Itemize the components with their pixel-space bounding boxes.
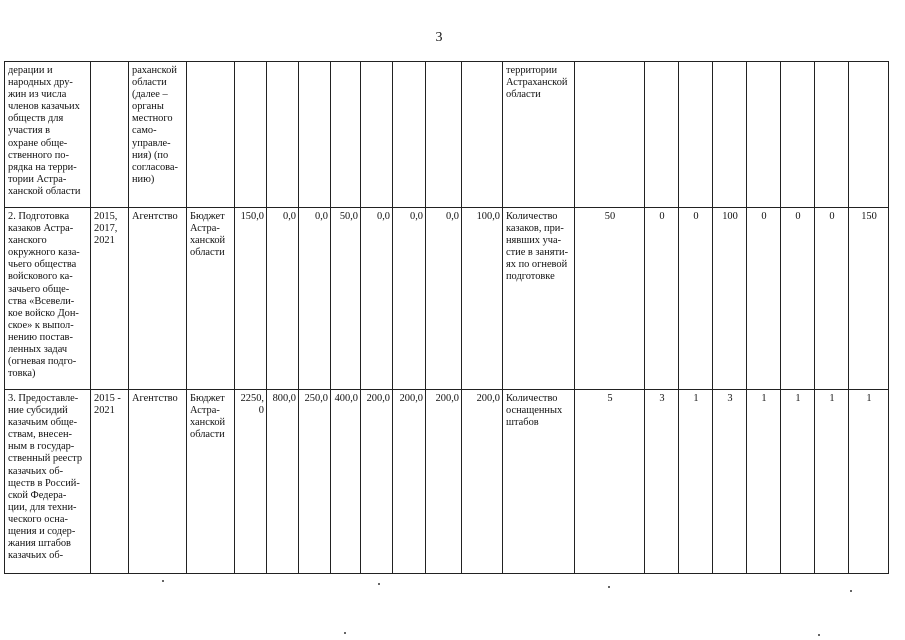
executor-cell — [129, 208, 187, 390]
amount-cell — [235, 62, 267, 208]
scan-speck — [162, 580, 164, 582]
indicator-value-cell — [815, 62, 849, 208]
amount-cell — [393, 62, 426, 208]
amount-cell — [331, 62, 361, 208]
amount-cell: 100,0 — [462, 208, 503, 390]
amount-cell: 0,0 — [393, 208, 426, 390]
amount-cell: 0,0 — [267, 208, 299, 390]
indicator: Количество оснащенных штабов — [506, 393, 563, 429]
indicator-value-cell — [679, 62, 713, 208]
activity-name-cell — [5, 390, 91, 574]
indicator-value-cell: 5 — [575, 390, 645, 574]
activity-name-cell — [5, 208, 91, 390]
indicator-value-cell — [575, 62, 645, 208]
indicator-value-cell — [781, 62, 815, 208]
indicator-value-cell: 0 — [679, 208, 713, 390]
amount-cell: 0,0 — [361, 208, 393, 390]
indicator-value-cell: 100 — [713, 208, 747, 390]
amount-cell — [426, 62, 462, 208]
indicator: территории Астраханской области — [506, 65, 568, 101]
funding-source: Бюджет Астра- ханской области — [190, 211, 226, 259]
scan-speck — [344, 632, 346, 634]
scan-speck — [818, 634, 820, 636]
executor-cell — [129, 390, 187, 574]
indicator-value-cell: 3 — [645, 390, 679, 574]
amount-cell: 200,0 — [393, 390, 426, 574]
amount-cell: 800,0 — [267, 390, 299, 574]
indicator-value-cell — [849, 62, 889, 208]
executor: Агентство — [132, 211, 178, 222]
indicator: Количество казаков, при- нявших уча- стие в заняти- ях по огневой подготовке — [506, 211, 569, 283]
indicator-value-cell: 1 — [679, 390, 713, 574]
indicator-value-cell — [747, 62, 781, 208]
indicator-value-cell: 1 — [781, 390, 815, 574]
years: 2015 - 2021 — [94, 393, 121, 417]
indicator-value-cell: 1 — [815, 390, 849, 574]
scan-speck — [608, 586, 610, 588]
indicator-value-cell — [645, 62, 679, 208]
indicator-value-cell — [713, 62, 747, 208]
indicator-cell — [503, 208, 575, 390]
table-row — [5, 62, 889, 208]
indicator-value-cell: 50 — [575, 208, 645, 390]
amount-cell: 0,0 — [426, 208, 462, 390]
amount-cell: 400,0 — [331, 390, 361, 574]
years-cell — [91, 62, 129, 208]
amount-cell: 2250,0 — [235, 390, 267, 574]
table-row — [5, 390, 889, 574]
indicator-value-cell: 1 — [747, 390, 781, 574]
executor-cell — [129, 62, 187, 208]
years-cell — [91, 208, 129, 390]
indicator-value-cell: 150 — [849, 208, 889, 390]
indicator-value-cell: 0 — [815, 208, 849, 390]
amount-cell — [267, 62, 299, 208]
activity-name: 2. Подготовка казаков Астра- ханского окружного каза- чьего общества войскового ка- зачьего обще- ства «Всевели- кое войско Дон- ское» к выпол- нению постав- ленных задач (огневая подго- товка) — [8, 211, 80, 380]
indicator-cell — [503, 62, 575, 208]
executor: Агентство — [132, 393, 178, 404]
page-number: 3 — [435, 30, 443, 45]
amount-cell — [361, 62, 393, 208]
activity-name: деpации и народных дру- жин из числа членов казачьих обществ для участия в охране обще- ственного по- рядка на терри- тории Астра- ханской области — [8, 65, 81, 197]
amount-cell: 200,0 — [361, 390, 393, 574]
activity-name-cell — [5, 62, 91, 208]
funding-source: Бюджет Астра- ханской области — [190, 393, 226, 441]
funding-source-cell — [187, 62, 235, 208]
indicator-value-cell: 0 — [747, 208, 781, 390]
scan-speck — [378, 583, 380, 585]
indicator-value-cell: 1 — [849, 390, 889, 574]
amount-cell: 250,0 — [299, 390, 331, 574]
program-table — [4, 61, 889, 574]
years-cell — [91, 390, 129, 574]
amount-cell: 200,0 — [426, 390, 462, 574]
indicator-cell — [503, 390, 575, 574]
table-row — [5, 208, 889, 390]
amount-cell: 200,0 — [462, 390, 503, 574]
years: 2015, 2017, 2021 — [94, 211, 118, 247]
executor: раханской области (далее – органы местного самo- управле- ния) (по согласова- нию) — [132, 65, 178, 185]
funding-source-cell — [187, 390, 235, 574]
funding-source-cell — [187, 208, 235, 390]
indicator-value-cell: 0 — [781, 208, 815, 390]
amount-cell — [462, 62, 503, 208]
amount-cell: 150,0 — [235, 208, 267, 390]
scan-speck — [850, 590, 852, 592]
amount-cell: 50,0 — [331, 208, 361, 390]
amount-cell: 0,0 — [299, 208, 331, 390]
amount-cell — [299, 62, 331, 208]
indicator-value-cell: 3 — [713, 390, 747, 574]
indicator-value-cell: 0 — [645, 208, 679, 390]
activity-name: 3. Предоставле- ние субсидий казачьим обще- ствам, внесен- ным в государ- ственный реестр казачьих об- ществ в Россий- ской Федера- ции, для техни- ческого осна- щения и содер- жания штабов казачьих об- — [8, 393, 83, 562]
